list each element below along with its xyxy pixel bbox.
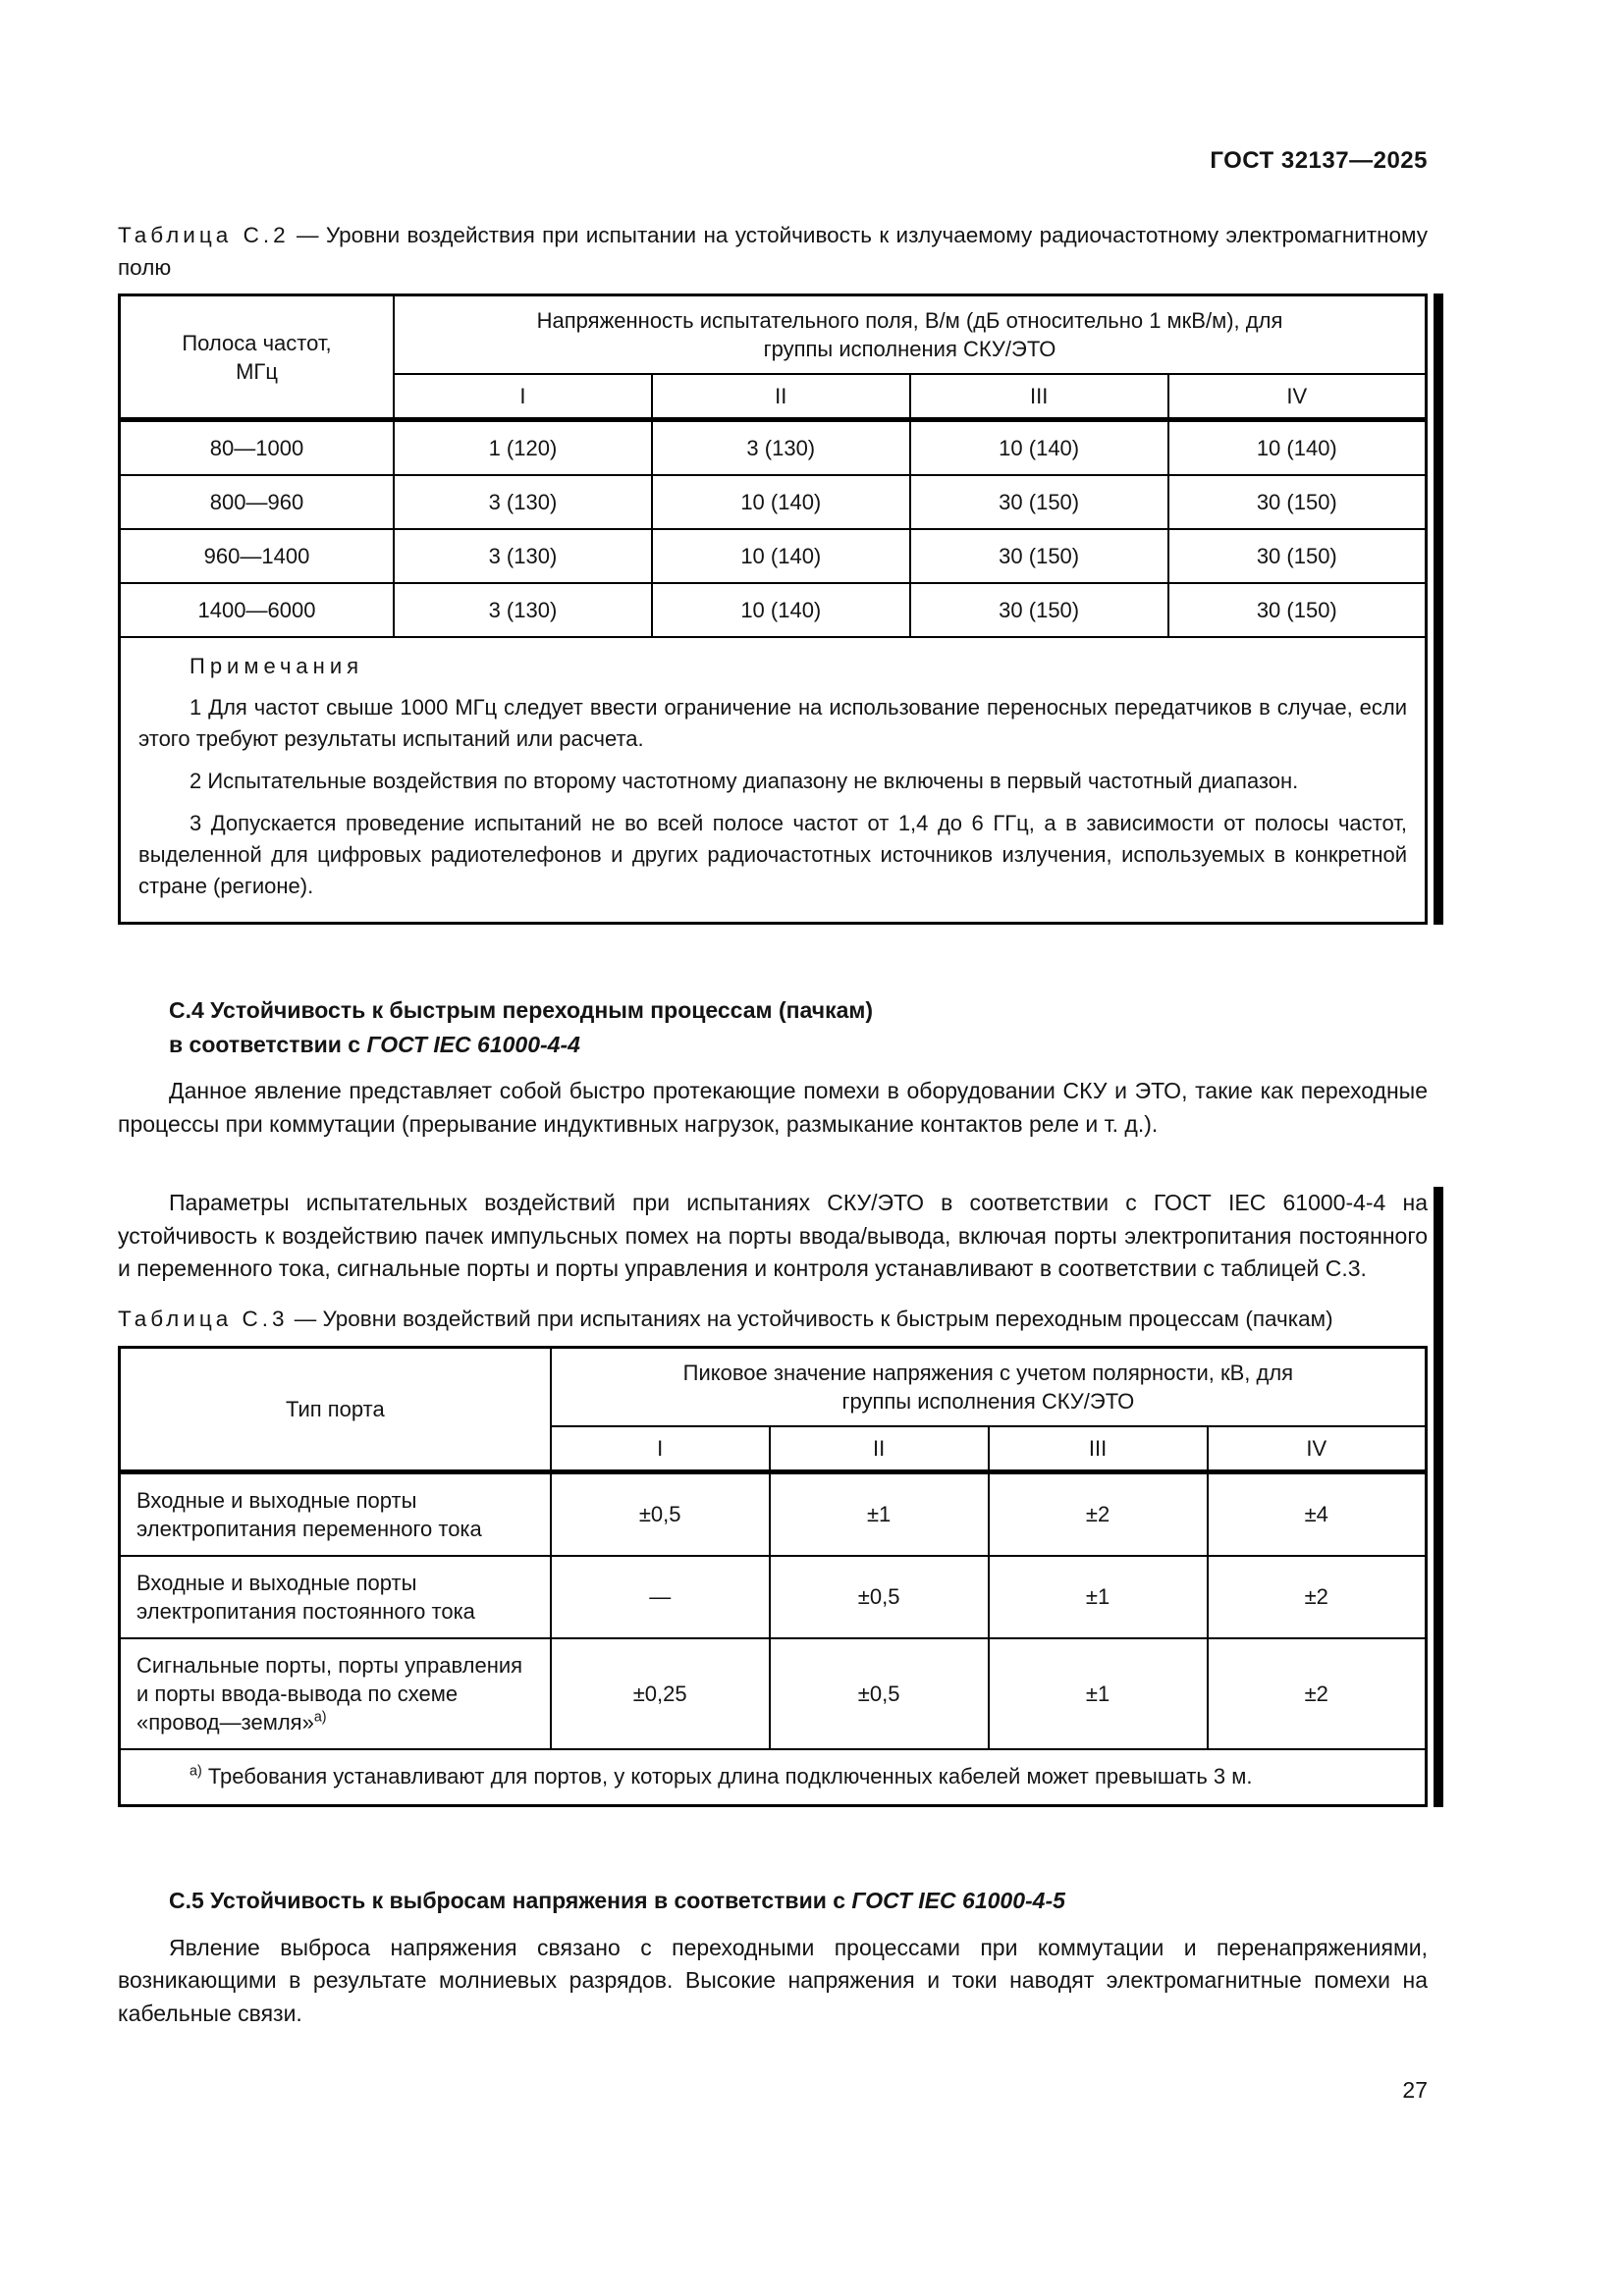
cell-value: — <box>551 1556 770 1638</box>
col-header-group-3: III <box>989 1426 1208 1472</box>
table-row <box>120 637 1427 923</box>
col-header-group-3: III <box>910 374 1168 420</box>
paragraph-c4-2: Параметры испытательных воздействий при испытаниях СКУ/ЭТО в соответствии с ГОСТ IEC 61000-4-4 на устойчивость к воздействию пачек импульсных помех на порты ввода/вывода, включая порты электропитания постоянного и переменного тока, сигнальные порты и порты управления и контроля устанавливают в соответствии с таблицей С.3. <box>118 1189 1428 1282</box>
notes-label: Примечания <box>189 654 364 679</box>
paragraph-c5-1: Явление выброса напряжения связано с переходными процессами при коммутации и перенапряжениями, возникающими в результате молниевых разрядов. Высокие напряжения и токи наводят электромагнитные помехи на кабельные связи. <box>118 1934 1428 2027</box>
cell-value: ±0,5 <box>551 1471 770 1556</box>
cell-value: ±1 <box>770 1471 989 1556</box>
doc-number: ГОСТ 32137—2025 <box>1210 147 1428 174</box>
cell-value: ±0,25 <box>551 1638 770 1749</box>
note-2: 2 Испытательные воздействия по второму частотному диапазону не включены в первый частотный диапазон. <box>189 768 1299 793</box>
col-header-group-1: I <box>551 1426 770 1472</box>
col-header-port-type: Тип порта <box>120 1347 551 1471</box>
cell-band: 80—1000 <box>120 420 395 476</box>
cell-value: ±2 <box>1208 1638 1427 1749</box>
col-header-group-2: II <box>770 1426 989 1472</box>
cell-value: 30 (150) <box>1168 529 1427 583</box>
table-c3-region <box>118 1187 1428 1807</box>
col-header-group-1: I <box>394 374 652 420</box>
col-header-field-strength: Напряженность испытательного поля, В/м (дБ относительно 1 мкВ/м), для группы исполнения СКУ/ЭТО <box>394 295 1427 375</box>
footnote-marker: а) <box>313 1709 327 1726</box>
table-c3-caption <box>118 1304 1428 1336</box>
table-row <box>120 420 1427 476</box>
cell-value: 30 (150) <box>1168 583 1427 637</box>
col-header-band: Полоса частот, МГц <box>120 295 395 420</box>
cell-value: ±2 <box>1208 1556 1427 1638</box>
cell-value: ±1 <box>989 1556 1208 1638</box>
cell-port-type: Входные и выходные порты электропитания постоянного тока <box>120 1556 551 1638</box>
footnote-marker: а) <box>189 1763 202 1780</box>
section-c4-heading-line2: в соответствии с ГОСТ IEC 61000-4-4 <box>169 1031 580 1057</box>
cell-band: 960—1400 <box>120 529 395 583</box>
col-header-group-4: IV <box>1168 374 1427 420</box>
table-row <box>120 1749 1427 1806</box>
cell-value: 3 (130) <box>394 529 652 583</box>
cell-port-type: Сигнальные порты, порты управления и порты ввода-вывода по схеме «провод—земля»$^{а)}$ <box>120 1638 551 1749</box>
table-row <box>120 1347 1427 1426</box>
cell-value: ±4 <box>1208 1471 1427 1556</box>
table-c2-region <box>118 294 1428 925</box>
table-c3 <box>118 1346 1428 1807</box>
cell-port-type: Входные и выходные порты электропитания переменного тока <box>120 1471 551 1556</box>
cell-value: 30 (150) <box>1168 475 1427 529</box>
table-row <box>120 1471 1427 1556</box>
change-bar <box>1434 1187 1443 1807</box>
table-row <box>120 1638 1427 1749</box>
paragraph-c4-1: Данное явление представляет собой быстро протекающие помехи в оборудовании СКУ и ЭТО, такие как переходные процессы при коммутации (прерывание индуктивных нагрузок, размыкание контактов реле и т. д.). <box>118 1078 1428 1137</box>
cell-value: ±2 <box>989 1471 1208 1556</box>
table-notes <box>120 637 1427 923</box>
cell-value: 10 (140) <box>652 583 910 637</box>
table-row <box>120 583 1427 637</box>
cell-value: 30 (150) <box>910 475 1168 529</box>
cell-value: 3 (130) <box>394 583 652 637</box>
table-c2-caption-label: Таблица С.2 <box>118 223 290 247</box>
cell-band: 1400—6000 <box>120 583 395 637</box>
section-c5-heading: С.5 Устойчивость к выбросам напряжения в соответствии с ГОСТ IEC 61000-4-5 <box>169 1888 1065 1914</box>
section-c4-heading <box>169 993 1428 1061</box>
cell-value: 3 (130) <box>394 475 652 529</box>
cell-value: 30 (150) <box>910 529 1168 583</box>
table-c2-caption-text: — Уровни воздействия при испытании на устойчивость к излучаемому радиочастотному электромагнитному полю <box>118 223 1428 280</box>
change-bar <box>1434 294 1443 925</box>
table-row <box>120 475 1427 529</box>
table-c2-caption <box>118 220 1428 284</box>
cell-value: 3 (130) <box>652 420 910 476</box>
table-row <box>120 529 1427 583</box>
col-header-group-2: II <box>652 374 910 420</box>
table-row <box>120 1556 1427 1638</box>
table-c3-caption-text: — Уровни воздействий при испытаниях на устойчивость к быстрым переходным процессам (пачкам) <box>288 1307 1333 1332</box>
cell-value: 10 (140) <box>652 529 910 583</box>
cell-value: 1 (120) <box>394 420 652 476</box>
cell-band: 800—960 <box>120 475 395 529</box>
cell-value: ±0,5 <box>770 1556 989 1638</box>
table-row <box>120 295 1427 375</box>
section-c4-heading-line1: С.4 Устойчивость к быстрым переходным процессам (пачкам) <box>169 997 874 1024</box>
cell-value: 10 (140) <box>910 420 1168 476</box>
note-1: 1 Для частот свыше 1000 МГц следует ввести ограничение на использование переносных передатчиков в случае, если этого требуют результаты испытаний или расчета. <box>138 694 1407 751</box>
table-c3-caption-label: Таблица С.3 <box>118 1307 289 1332</box>
note-3: 3 Допускается проведение испытаний не во всей полосе частот от 1,4 до 6 ГГц, а в зависимости от полосы частот, выделенной для цифровых радиотелефонов и других радиочастотных источников излучения, используемых в конкретной стране (регионе). <box>138 810 1407 899</box>
col-header-peak-voltage: Пиковое значение напряжения с учетом полярности, кВ, для группы исполнения СКУ/ЭТО <box>551 1347 1427 1426</box>
standard-reference: ГОСТ IEC 61000-4-5 <box>851 1888 1065 1914</box>
cell-value: ±1 <box>989 1638 1208 1749</box>
cell-value: 10 (140) <box>652 475 910 529</box>
table-c2 <box>118 294 1428 925</box>
cell-value: ±0,5 <box>770 1638 989 1749</box>
table-footnote: $^{а)}$ Требования устанавливают для портов, у которых длина подключенных кабелей может превышать 3 м. <box>120 1749 1427 1806</box>
standard-reference: ГОСТ IEC 61000-4-4 <box>366 1031 580 1057</box>
cell-value: 30 (150) <box>910 583 1168 637</box>
cell-value: 10 (140) <box>1168 420 1427 476</box>
page-number: 27 <box>1402 2077 1428 2103</box>
col-header-group-4: IV <box>1208 1426 1427 1472</box>
